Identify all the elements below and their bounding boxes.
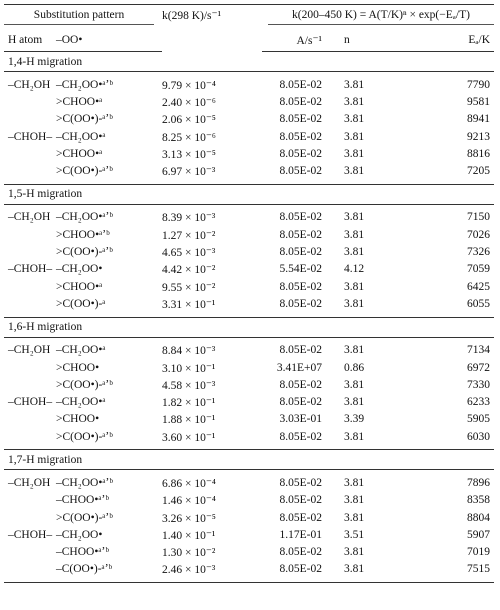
oo-group-cell: >C(OO•)-ᵃʼᵇ (56, 113, 113, 126)
n-exponent-cell: 3.81 (344, 494, 365, 507)
n-exponent-cell: 3.81 (344, 246, 365, 259)
ea-cell: 8804 (467, 511, 490, 524)
k298-cell: 1.40 × 10⁻¹ (162, 529, 216, 542)
a-factor-cell: 8.05E-02 (279, 378, 322, 391)
table-row (4, 243, 494, 260)
h-atom-cell (4, 278, 56, 295)
table-row (4, 411, 494, 428)
n-exponent-cell: 3.51 (344, 528, 365, 541)
h-atom-cell (4, 411, 56, 428)
oo-group-cell: –CH₂OO•ᵃʼᵇ (56, 476, 113, 489)
ea-cell: 7330 (467, 378, 490, 391)
ea-cell: 5905 (467, 413, 490, 426)
ea-cell: 7134 (467, 344, 490, 357)
a-factor-cell: 3.41E+07 (276, 361, 322, 374)
a-unit-header: A/s⁻¹ (262, 29, 328, 52)
ea-cell: 7019 (467, 546, 490, 559)
ea-cell: 7059 (467, 263, 490, 276)
k298-cell: 4.58 × 10⁻³ (162, 379, 216, 392)
a-factor-cell: 1.17E-01 (279, 528, 322, 541)
k298-cell: 2.06 × 10⁻⁵ (162, 114, 216, 127)
ea-cell: 6233 (467, 396, 490, 409)
table-row (4, 93, 494, 110)
table-row (4, 128, 494, 145)
substitution-pattern-header: Substitution pattern (4, 5, 162, 30)
table-row (4, 278, 494, 295)
ea-cell: 8358 (467, 494, 490, 507)
section-title: 1,7-H migration (4, 450, 494, 470)
a-factor-cell: 8.05E-02 (279, 211, 322, 224)
k298-header: k(298 K)/s⁻¹ (162, 5, 262, 52)
table-row (4, 470, 494, 492)
n-exponent-cell: 3.81 (344, 476, 365, 489)
a-factor-cell: 3.03E-01 (279, 413, 322, 426)
k298-cell: 1.46 × 10⁻⁴ (162, 495, 216, 508)
k298-cell: 1.88 × 10⁻¹ (162, 414, 216, 427)
rate-expression-header: k(200–450 K) = A(T/K)ⁿ × exp(−Eₐ/T) (262, 5, 494, 30)
n-exponent-cell: 3.81 (344, 378, 365, 391)
a-factor-cell: 8.05E-02 (279, 546, 322, 559)
n-exponent-cell: 3.81 (344, 228, 365, 241)
section-title: 1,6-H migration (4, 317, 494, 337)
ea-cell: 7150 (467, 211, 490, 224)
k298-cell: 3.26 × 10⁻⁵ (162, 512, 216, 525)
h-atom-cell (4, 561, 56, 582)
ea-cell: 6030 (467, 430, 490, 443)
oo-group-cell: >C(OO•)-ᵃʼᵇ (56, 246, 113, 259)
table-row (4, 162, 494, 184)
table-row (4, 261, 494, 278)
h-atom-cell (4, 93, 56, 110)
table-row (4, 509, 494, 526)
n-exponent-cell: 3.81 (344, 546, 365, 559)
n-exponent-cell: 3.81 (344, 95, 365, 108)
section-title: 1,4-H migration (4, 52, 494, 72)
n-exponent-cell: 3.81 (344, 165, 365, 178)
table-row (4, 561, 494, 582)
n-exponent-cell: 3.39 (344, 413, 365, 426)
section-title: 1,5-H migration (4, 184, 494, 204)
a-factor-cell: 8.05E-02 (279, 430, 322, 443)
table-row (4, 428, 494, 450)
ea-cell: 6055 (467, 297, 490, 310)
oo-group-cell: >CHOO•ᵃ (56, 280, 103, 293)
a-factor-cell: 8.05E-02 (279, 563, 322, 576)
oo-group-cell: >C(OO•)-ᵃʼᵇ (56, 378, 113, 391)
h-atom-cell (4, 376, 56, 393)
k298-cell: 6.86 × 10⁻⁴ (162, 477, 216, 490)
k298-cell: 1.30 × 10⁻² (162, 547, 216, 560)
n-exponent-cell: 3.81 (344, 78, 365, 91)
a-factor-cell: 8.05E-02 (279, 147, 322, 160)
oo-group-cell: –CH₂OO•ᵃ (56, 396, 106, 409)
k298-cell: 3.10 × 10⁻¹ (162, 362, 216, 375)
h-atom-cell (4, 162, 56, 184)
n-exponent-cell: 3.81 (344, 344, 365, 357)
table-body (4, 52, 494, 583)
k298-cell: 9.79 × 10⁻⁴ (162, 79, 216, 92)
k298-cell: 8.39 × 10⁻³ (162, 212, 216, 225)
a-factor-cell: 8.05E-02 (279, 246, 322, 259)
oo-group-cell: –C(OO•)-ᵃʼᵇ (56, 563, 113, 576)
n-exponent-cell: 3.81 (344, 430, 365, 443)
k298-cell: 9.55 × 10⁻² (162, 281, 216, 294)
n-exponent-cell: 3.81 (344, 113, 365, 126)
section-header (4, 317, 494, 337)
k298-cell: 1.27 × 10⁻² (162, 229, 216, 242)
h-atom-cell (4, 295, 56, 317)
h-atom-cell: –CH₂OH (8, 78, 51, 91)
n-exponent-cell: 3.81 (344, 563, 365, 576)
oo-group-cell: –CHOO•ᵃʼᵇ (56, 494, 109, 507)
table-row (4, 204, 494, 226)
n-exponent-cell: 0.86 (344, 361, 365, 374)
oo-group-cell: –CHOO•ᵃʼᵇ (56, 546, 109, 559)
a-factor-cell: 8.05E-02 (279, 113, 322, 126)
oo-group-cell: >CHOO•ᵃ (56, 147, 103, 160)
a-factor-cell: 5.54E-02 (279, 263, 322, 276)
oo-group-cell: >C(OO•)-ᵃ (56, 297, 106, 310)
h-atom-cell (4, 492, 56, 509)
a-factor-cell: 8.05E-02 (279, 297, 322, 310)
oo-group-cell: –CH₂OO•ᵃʼᵇ (56, 78, 113, 91)
h-atom-cell (4, 243, 56, 260)
n-exponent-cell: 4.12 (344, 263, 365, 276)
rate-constant-table (4, 4, 494, 583)
oo-header: –OO• (56, 29, 162, 52)
oo-group-cell: >CHOO• (56, 361, 100, 374)
oo-group-cell: >C(OO•)-ᵃʼᵇ (56, 165, 113, 178)
k298-cell: 3.31 × 10⁻¹ (162, 298, 216, 311)
ea-cell: 7326 (467, 246, 490, 259)
h-atom-cell: –CH₂OH (8, 344, 51, 357)
table-row (4, 111, 494, 128)
oo-group-cell: >C(OO•)-ᵃʼᵇ (56, 511, 113, 524)
k298-cell: 4.42 × 10⁻² (162, 264, 216, 277)
k298-cell: 2.40 × 10⁻⁶ (162, 96, 216, 109)
a-factor-cell: 8.05E-02 (279, 130, 322, 143)
table-row (4, 359, 494, 376)
oo-group-cell: –CH₂OO•ᵃʼᵇ (56, 211, 113, 224)
table-row (4, 492, 494, 509)
n-header: n (328, 29, 382, 52)
k298-cell: 1.82 × 10⁻¹ (162, 397, 216, 410)
table-row (4, 376, 494, 393)
ea-cell: 6425 (467, 280, 490, 293)
table-row (4, 72, 494, 94)
table-row (4, 337, 494, 359)
h-atom-cell: –CHOH– (8, 396, 53, 409)
oo-group-cell: >CHOO• (56, 413, 100, 426)
h-atom-cell: –CH₂OH (8, 211, 51, 224)
ea-cell: 7205 (467, 165, 490, 178)
ea-cell: 5907 (467, 528, 490, 541)
table-bottom-rule (4, 582, 494, 583)
table-row (4, 145, 494, 162)
section-header (4, 450, 494, 470)
k298-cell: 8.25 × 10⁻⁶ (162, 131, 216, 144)
oo-group-cell: >CHOO•ᵃʼᵇ (56, 228, 110, 241)
a-factor-cell: 8.05E-02 (279, 95, 322, 108)
oo-group-cell: –CH₂OO• (56, 263, 103, 276)
a-factor-cell: 8.05E-02 (279, 344, 322, 357)
n-exponent-cell: 3.81 (344, 130, 365, 143)
ea-cell: 6972 (467, 361, 490, 374)
n-exponent-cell: 3.81 (344, 297, 365, 310)
h-atom-header: H atom (4, 29, 56, 52)
a-factor-cell: 8.05E-02 (279, 396, 322, 409)
k298-cell: 4.65 × 10⁻³ (162, 247, 216, 260)
a-factor-cell: 8.05E-02 (279, 165, 322, 178)
n-exponent-cell: 3.81 (344, 396, 365, 409)
a-factor-cell: 8.05E-02 (279, 494, 322, 507)
n-exponent-cell: 3.81 (344, 511, 365, 524)
table-row (4, 393, 494, 410)
h-atom-cell (4, 359, 56, 376)
ea-cell: 8816 (467, 147, 490, 160)
h-atom-cell: –CHOH– (8, 263, 53, 276)
table-row (4, 544, 494, 561)
n-exponent-cell: 3.81 (344, 280, 365, 293)
oo-group-cell: >C(OO•)-ᵃʼᵇ (56, 430, 113, 443)
ea-cell: 7790 (467, 78, 490, 91)
ea-cell: 9213 (467, 130, 490, 143)
ea-unit-header: Eₐ/K (382, 29, 494, 52)
h-atom-cell (4, 544, 56, 561)
a-factor-cell: 8.05E-02 (279, 78, 322, 91)
section-header (4, 52, 494, 72)
h-atom-cell: –CHOH– (8, 130, 53, 143)
n-exponent-cell: 3.81 (344, 147, 365, 160)
h-atom-cell (4, 428, 56, 450)
h-atom-cell (4, 111, 56, 128)
n-exponent-cell: 3.81 (344, 211, 365, 224)
h-atom-cell (4, 509, 56, 526)
a-factor-cell: 8.05E-02 (279, 280, 322, 293)
k298-cell: 6.97 × 10⁻³ (162, 166, 216, 179)
ea-cell: 7515 (467, 563, 490, 576)
ea-cell: 7026 (467, 228, 490, 241)
k298-cell: 2.46 × 10⁻³ (162, 564, 216, 577)
h-atom-cell (4, 145, 56, 162)
oo-group-cell: –CH₂OO•ᵃ (56, 130, 106, 143)
h-atom-cell: –CH₂OH (8, 476, 51, 489)
section-header (4, 184, 494, 204)
table-row (4, 526, 494, 543)
a-factor-cell: 8.05E-02 (279, 228, 322, 241)
k298-cell: 8.84 × 10⁻³ (162, 345, 216, 358)
k298-cell: 3.13 × 10⁻⁵ (162, 148, 216, 161)
table-row (4, 295, 494, 317)
a-factor-cell: 8.05E-02 (279, 476, 322, 489)
oo-group-cell: –CH₂OO•ᵃ (56, 344, 106, 357)
ea-cell: 7896 (467, 476, 490, 489)
oo-group-cell: –CH₂OO• (56, 528, 103, 541)
oo-group-cell: >CHOO•ᵃ (56, 95, 103, 108)
a-factor-cell: 8.05E-02 (279, 511, 322, 524)
table-row (4, 226, 494, 243)
h-atom-cell: –CHOH– (8, 528, 53, 541)
k298-cell: 3.60 × 10⁻¹ (162, 431, 216, 444)
h-atom-cell (4, 226, 56, 243)
ea-cell: 8941 (467, 113, 490, 126)
ea-cell: 9581 (467, 95, 490, 108)
